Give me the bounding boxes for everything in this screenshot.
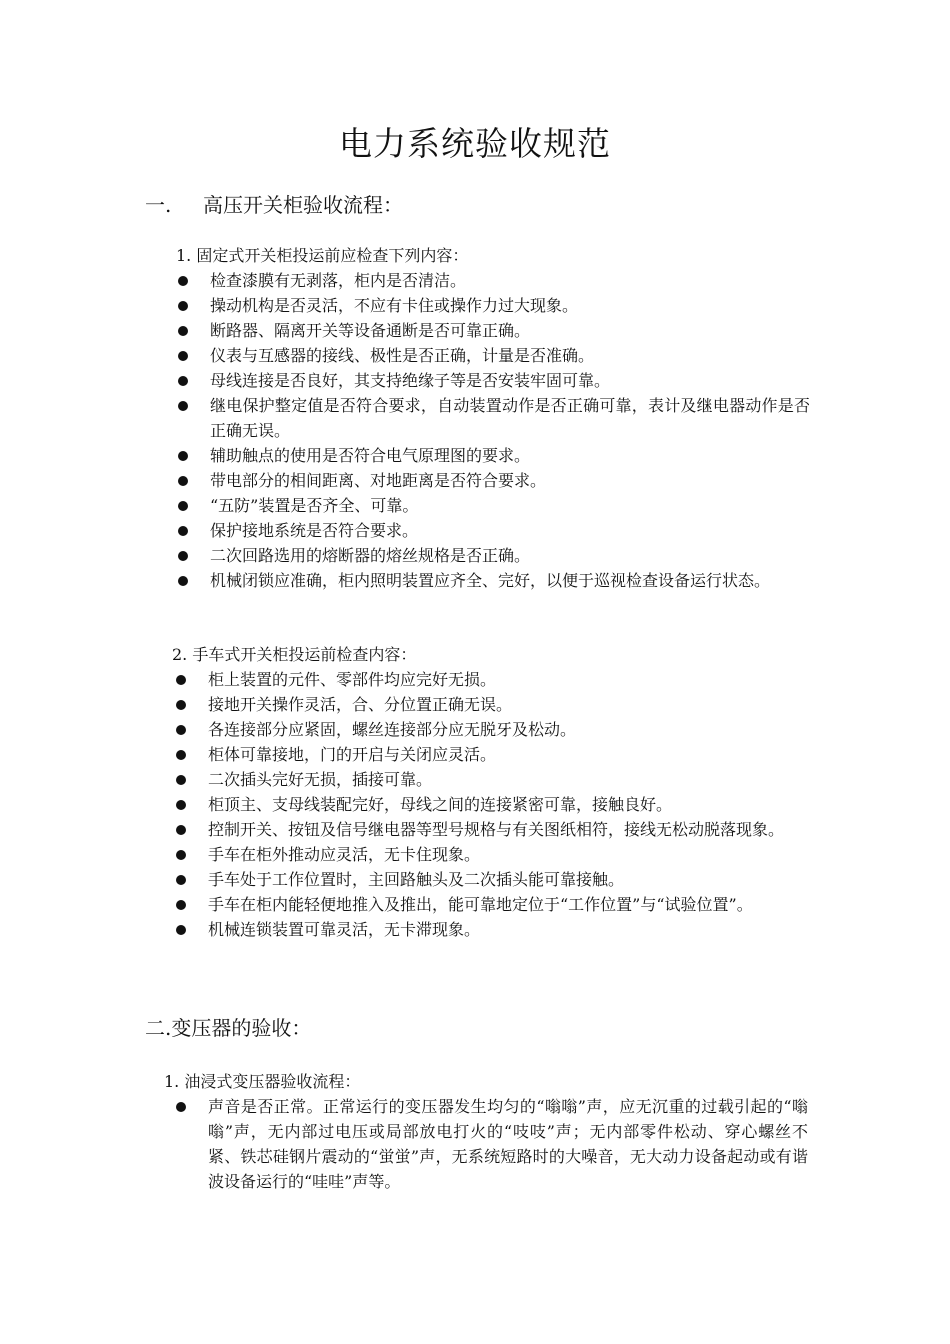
- bullet-icon: [176, 925, 186, 935]
- subsection-2-1-heading: 1. 油浸式变压器验收流程：: [164, 1072, 361, 1091]
- bullet-icon: [178, 526, 188, 536]
- list-item-text: 仪表与互感器的接线、极性是否正确，计量是否准确。: [210, 346, 595, 365]
- list-item: [174, 493, 810, 518]
- section-1-title: 高压开关柜验收流程：: [203, 193, 403, 217]
- list-item: [172, 892, 808, 917]
- list-item: [174, 343, 810, 368]
- list-item-text: 声音是否正常。正常运行的变压器发生均匀的“嗡嗡”声，应无沉重的过载引起的“嗡嗡”声，无内部过电压或局部放电打火的“吱吱”声；无内部零件松动、穿心螺丝不紧、铁芯硅钢片震动的“蛍蛍”声，无系统短路时的大噪音，无大动力设备起动或有谐波设备运行的“哇哇”声等。: [208, 1097, 808, 1191]
- bullet-icon: [178, 451, 188, 461]
- subsection-1-1-heading: 1. 固定式开关柜投运前应检查下列内容：: [176, 246, 469, 265]
- list-item-text: 操动机构是否灵活，不应有卡住或操作力过大现象。: [210, 296, 579, 315]
- list-item-text: 二次回路选用的熔断器的熔丝规格是否正确。: [210, 546, 531, 565]
- list-item: [174, 293, 810, 318]
- bullet-icon: [176, 1102, 186, 1112]
- bullet-icon: [178, 326, 188, 336]
- bullet-icon: [178, 276, 188, 286]
- bullet-icon: [178, 401, 188, 411]
- list-item: [172, 867, 808, 892]
- list-item: [172, 717, 808, 742]
- list-item-text: 手车在柜内能轻便地推入及推出，能可靠地定位于“工作位置”与“试验位置”。: [208, 895, 753, 914]
- list-item-text: 继电保护整定值是否符合要求，自动装置动作是否正确可靠，表计及继电器动作是否正确无误。: [210, 396, 810, 440]
- list-item-text: 控制开关、按钮及信号继电器等型号规格与有关图纸相符，接线无松动脱落现象。: [208, 820, 785, 839]
- list-item: [174, 568, 810, 593]
- list-item-text: 柜体可靠接地，门的开启与关闭应灵活。: [208, 745, 497, 764]
- list-item-text: 检查漆膜有无剥落，柜内是否清洁。: [210, 271, 467, 290]
- list-item: [174, 393, 810, 443]
- list-item: [172, 692, 808, 717]
- list-item: [174, 468, 810, 493]
- list-item: [174, 268, 810, 293]
- list-item-text: 母线连接是否良好，其支持绝缘子等是否安装牢固可靠。: [210, 371, 611, 390]
- list-item: [174, 368, 810, 393]
- checklist-1-1: [174, 268, 810, 593]
- checklist-1-2: [172, 667, 808, 942]
- list-item: [174, 318, 810, 343]
- list-item-text: 辅助触点的使用是否符合电气原理图的要求。: [210, 446, 531, 465]
- page-title: 电力系统验收规范: [339, 124, 611, 163]
- section-2-heading: 二.变压器的验收：: [145, 1016, 312, 1040]
- list-item: [174, 518, 810, 543]
- list-item: [172, 742, 808, 767]
- section-1-number: 一.: [145, 193, 172, 217]
- list-item: [172, 1094, 808, 1194]
- checklist-2-1: [172, 1094, 808, 1194]
- bullet-icon: [176, 675, 186, 685]
- bullet-icon: [178, 351, 188, 361]
- bullet-icon: [176, 875, 186, 885]
- list-item-text: 机械闭锁应准确，柜内照明装置应齐全、完好，以便于巡视检查设备运行状态。: [210, 571, 771, 590]
- section-1-heading: [145, 191, 403, 219]
- list-item-text: 带电部分的相间距离、对地距离是否符合要求。: [210, 471, 547, 490]
- list-item-text: 柜上装置的元件、零部件均应完好无损。: [208, 670, 497, 689]
- bullet-icon: [176, 750, 186, 760]
- list-item-text: 手车在柜外推动应灵活，无卡住现象。: [208, 845, 481, 864]
- bullet-icon: [176, 725, 186, 735]
- bullet-icon: [176, 700, 186, 710]
- list-item-text: 柜顶主、支母线装配完好，母线之间的连接紧密可靠，接触良好。: [208, 795, 673, 814]
- list-item: [172, 817, 808, 842]
- list-item-text: 接地开关操作灵活，合、分位置正确无误。: [208, 695, 513, 714]
- list-item-text: 保护接地系统是否符合要求。: [210, 521, 419, 540]
- bullet-icon: [178, 376, 188, 386]
- bullet-icon: [176, 900, 186, 910]
- list-item-text: 断路器、隔离开关等设备通断是否可靠正确。: [210, 321, 531, 340]
- list-item: [172, 667, 808, 692]
- list-item: [172, 842, 808, 867]
- list-item: [174, 543, 810, 568]
- bullet-icon: [176, 825, 186, 835]
- subsection-1-2-heading: 2. 手车式开关柜投运前检查内容：: [172, 645, 417, 664]
- list-item: [174, 443, 810, 468]
- bullet-icon: [178, 501, 188, 511]
- list-item: [172, 767, 808, 792]
- bullet-icon: [178, 301, 188, 311]
- list-item-text: 机械连锁装置可靠灵活，无卡滞现象。: [208, 920, 481, 939]
- list-item-text: “五防”装置是否齐全、可靠。: [210, 496, 419, 515]
- list-item: [172, 792, 808, 817]
- bullet-icon: [176, 775, 186, 785]
- bullet-icon: [178, 476, 188, 486]
- list-item: [172, 917, 808, 942]
- list-item-text: 各连接部分应紧固，螺丝连接部分应无脱牙及松动。: [208, 720, 577, 739]
- list-item-text: 二次插头完好无损，插接可靠。: [208, 770, 433, 789]
- bullet-icon: [176, 800, 186, 810]
- bullet-icon: [176, 850, 186, 860]
- list-item-text: 手车处于工作位置时，主回路触头及二次插头能可靠接触。: [208, 870, 625, 889]
- bullet-icon: [178, 551, 188, 561]
- bullet-icon: [178, 576, 188, 586]
